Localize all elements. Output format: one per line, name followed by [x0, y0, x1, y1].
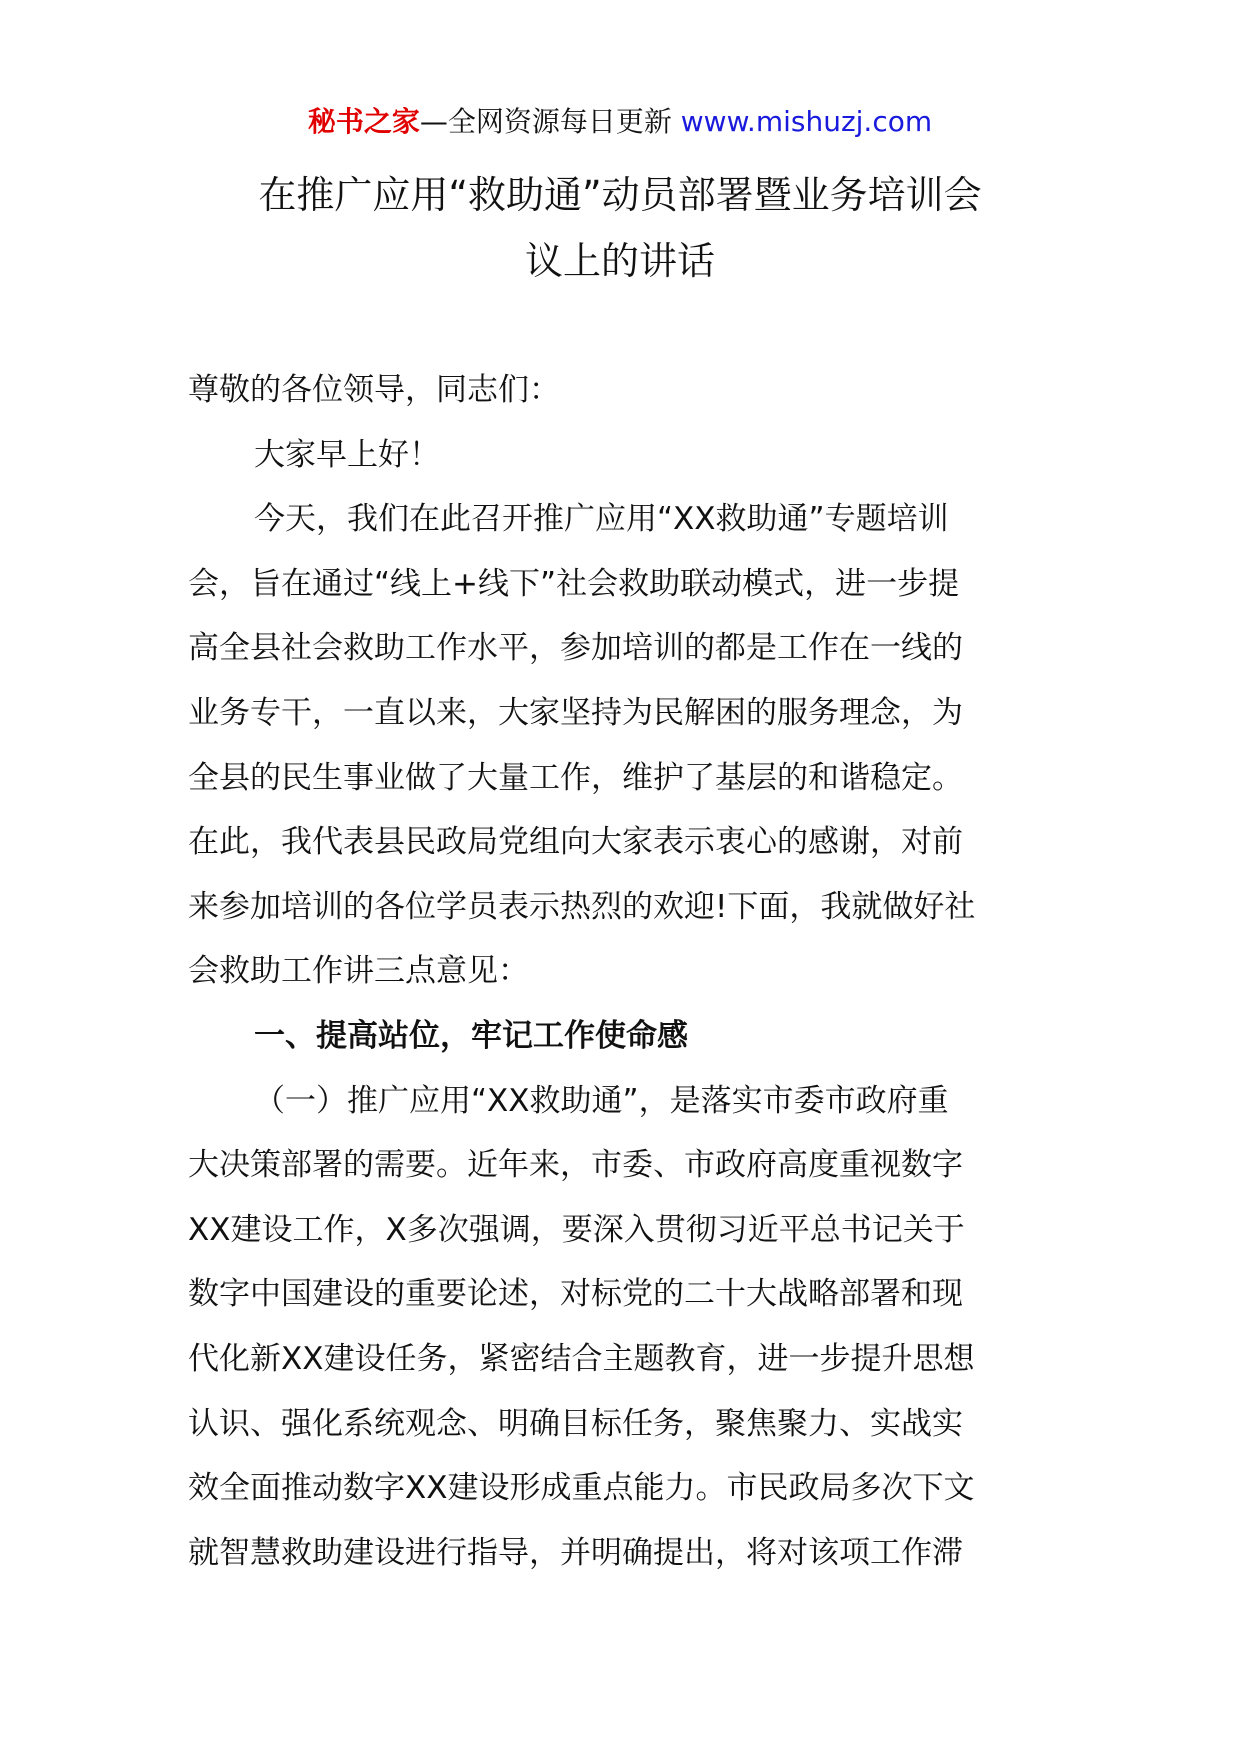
paragraph-line: 数字中国建设的重要论述，对标党的二十大战略部署和现	[188, 1276, 963, 1313]
paragraph-line: 大决策部署的需要。近年来，市委、市政府高度重视数字	[188, 1147, 963, 1184]
paragraph-line: 就智慧救助建设进行指导，并明确提出，将对该项工作滞	[188, 1534, 963, 1571]
paragraph-line: 在此，我代表县民政局党组向大家表示衷心的感谢，对前	[188, 824, 963, 861]
section-heading: 一、提高站位，牢记工作使命感	[254, 1017, 688, 1054]
paragraph-line: 今天，我们在此召开推广应用“XX救助通”专题培训	[254, 501, 949, 538]
site-url[interactable]: www.mishuzj.com	[680, 105, 933, 138]
paragraph-line: 代化新XX建设任务，紧密结合主题教育，进一步提升思想	[188, 1340, 975, 1377]
header-tagline: —全网资源每日更新	[419, 105, 681, 138]
paragraph-line: 业务专干，一直以来，大家坚持为民解困的服务理念，为	[188, 694, 963, 731]
paragraph-line: XX建设工作，X多次强调，要深入贯彻习近平总书记关于	[188, 1211, 965, 1248]
paragraph-line: （一）推广应用“XX救助通”，是落实市委市政府重	[254, 1082, 949, 1119]
paragraph-line: 会，旨在通过“线上+线下”社会救助联动模式，进一步提	[188, 565, 960, 602]
greeting: 大家早上好！	[254, 436, 440, 473]
title-line-1: 在推广应用“救助通”动员部署暨业务培训会	[258, 173, 982, 217]
document-body	[188, 358, 1056, 1585]
salutation: 尊敬的各位领导，同志们：	[188, 372, 560, 408]
document-title	[190, 162, 1050, 294]
paragraph-line: 认识、强化系统观念、明确目标任务，聚焦聚力、实战实	[188, 1405, 963, 1442]
header-banner	[0, 102, 1240, 142]
paragraph-line: 来参加培训的各位学员表示热烈的欢迎!下面，我就做好社	[188, 888, 976, 925]
brand-name: 秘书之家	[307, 105, 420, 138]
title-line-2: 议上的讲话	[524, 239, 715, 283]
paragraph-line: 效全面推动数字XX建设形成重点能力。市民政局多次下文	[188, 1470, 975, 1507]
paragraph-line: 会救助工作讲三点意见：	[188, 953, 529, 990]
paragraph-line: 高全县社会救助工作水平，参加培训的都是工作在一线的	[188, 630, 963, 667]
paragraph-line: 全县的民生事业做了大量工作，维护了基层的和谐稳定。	[188, 759, 963, 796]
